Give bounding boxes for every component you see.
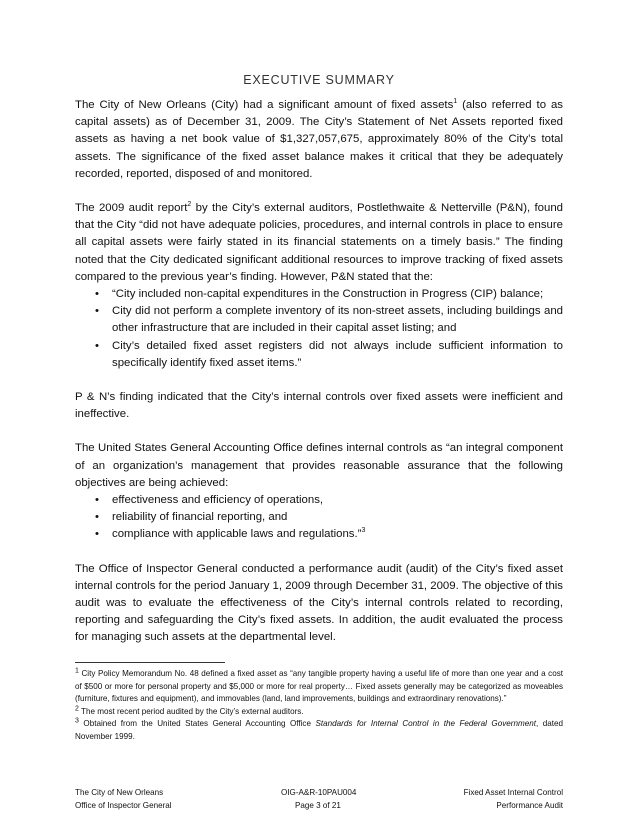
footnote-divider xyxy=(75,662,225,663)
list-item-text: compliance with applicable laws and regulations.” xyxy=(112,528,362,541)
paragraph-3: P & N’s finding indicated that the City’s internal controls over fixed assets were inefficient and ineffective. xyxy=(75,391,563,421)
footnote-ref-3: 3 xyxy=(361,527,366,535)
footer-org: The City of New Orleans xyxy=(75,788,164,797)
footer-report-id: OIG-A&R-10PAU004 xyxy=(281,788,357,797)
footer-center xyxy=(281,786,381,812)
list-item: • “City included non-capital expenditures in the Construction in Progress (CIP) balance; xyxy=(75,286,563,303)
footer-office: Office of Inspector General xyxy=(75,801,172,810)
page-title: EXECUTIVE SUMMARY xyxy=(243,73,395,87)
footer-left xyxy=(75,786,245,812)
footer-page-number: Page 3 of 21 xyxy=(295,801,341,810)
footnote-text: , dated November 1999. xyxy=(75,719,563,741)
footer-report-type: Performance Audit xyxy=(496,801,563,810)
footnote-text: City Policy Memorandum No. 48 defined a fixed asset as “any tangible property having a useful life of more than one year and a cost of $500 or more for personal property and $5,000 or more for real property… Fixed assets generally may be categorized as moveables (furniture, fixtures and equipment), and immovables (land, land improvements, buildings and extraordinary renovations).” xyxy=(75,669,563,704)
footnotes xyxy=(75,668,563,744)
list-item: • City did not perform a complete inventory of its non-street assets, including buildings and other infrastructure that are included in their capital asset listing; and xyxy=(75,303,563,337)
footnote-text: Obtained from the United States General Accounting Office xyxy=(78,719,316,729)
list-item: • effectiveness and efficiency of operations, xyxy=(75,492,563,509)
list-item: • City’s detailed fixed asset registers did not always include sufficient information to specifically identify fixed asset items.” xyxy=(75,338,563,372)
footnote-source-title: Standards for Internal Control in the Federal Government xyxy=(315,719,536,729)
footnote-3 xyxy=(75,718,563,743)
footnote-1 xyxy=(75,668,563,706)
paragraph-2-text-a: The 2009 audit report xyxy=(75,202,188,215)
objectives-list xyxy=(75,492,563,544)
paragraph-4: The United States General Accounting Office defines internal controls as “an integral component of an organization’s management that provides reasonable assurance that the following objectives are being achieved: xyxy=(75,442,563,489)
list-item: • reliability of financial reporting, and xyxy=(75,509,563,526)
footnote-2 xyxy=(75,706,563,719)
footnote-number: 1 xyxy=(75,667,79,675)
footnote-text: The most recent period audited by the City’s external auditors. xyxy=(78,706,304,716)
list-item xyxy=(75,526,563,543)
finding-list xyxy=(75,286,563,372)
footer-report-title: Fixed Asset Internal Control xyxy=(463,788,563,797)
paragraph-1 xyxy=(75,97,563,183)
footnote-ref-1: 1 xyxy=(453,98,458,106)
footnote-number: 3 xyxy=(75,717,79,725)
body-text xyxy=(75,97,563,664)
paragraph-1-text-b: (also referred to as capital assets) as of December 31, 2009. The City’s Statement of Net Assets reported fixed assets as having a net book value of $1,327,057,675, approximately 80% of the City’s total assets. The significance of the fixed asset balance makes it critical that they be adequately recorded, reported, disposed of and monitored. xyxy=(75,99,563,180)
paragraph-2 xyxy=(75,200,563,286)
footer-right xyxy=(393,786,563,812)
footnote-number: 2 xyxy=(75,705,79,713)
footnote-ref-2: 2 xyxy=(187,201,192,209)
paragraph-5: The Office of Inspector General conducted a performance audit (audit) of the City’s fixed asset internal controls for the period January 1, 2009 through December 31, 2009. The objective of this audit was to evaluate the effectiveness of the City’s internal controls related to recording, reporting and safeguarding the City’s fixed assets. In addition, the audit evaluated the process for managing such assets at the departmental level. xyxy=(75,562,563,644)
paragraph-1-text-a: The City of New Orleans (City) had a significant amount of fixed assets xyxy=(75,99,454,111)
paragraph-2-text-b: by the City’s external auditors, Postlethwaite & Netterville (P&N), found that the City “did not have adequate policies, procedures, and internal controls in place to ensure all capital assets were fairly stated in its financial statements on a timely basis.” The finding noted that the City dedicated significant additional resources to improve tracking of fixed assets compared to the previous year’s finding. However, P&N stated that the: xyxy=(75,202,563,283)
